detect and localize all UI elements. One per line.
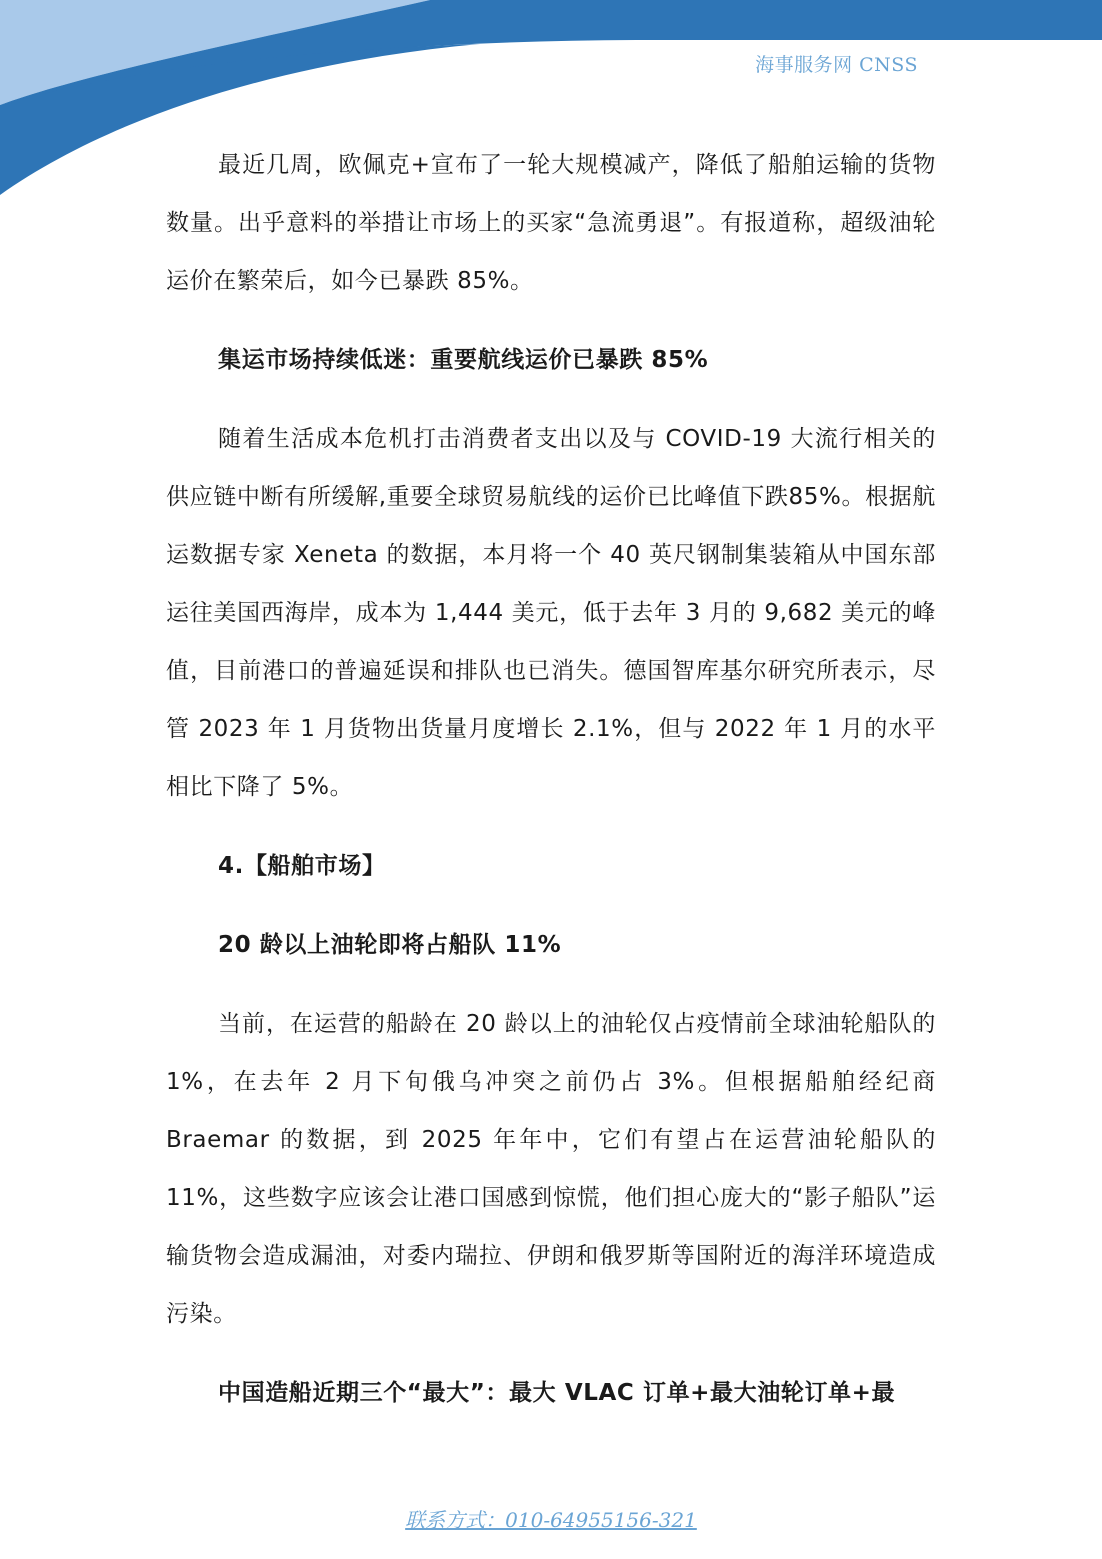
heading-container-market: 集运市场持续低迷：重要航线运价已暴跌 85% [218, 347, 709, 373]
heading-aging-tankers: 20 龄以上油轮即将占船队 11% [218, 932, 562, 958]
document-body [166, 136, 936, 1443]
header-brand-text: 海事服务网 CNSS [755, 54, 918, 76]
paragraph-aging-tankers: 当前，在运营的船龄在 20 龄以上的油轮仅占疫情前全球油轮船队的 1%，在去年 2 月下旬俄乌冲突之前仍占 3%。但根据船舶经纪商 Braemar 的数据，到 2025 年年中，它们有望占在运营油轮船队的 11%，这些数字应该会让港口国感到惊慌，他们担心庞大的“影子船队”运输货物会造成漏油，对委内瑞拉、伊朗和俄罗斯等国附近的海洋环境造成污染。 [166, 1011, 936, 1327]
paragraph-opec-cuts: 最近几周，欧佩克+宣布了一轮大规模减产，降低了船舶运输的货物数量。出乎意料的举措让市场上的买家“急流勇退”。有报道称，超级油轮运价在繁荣后，如今已暴跌 85%。 [166, 152, 936, 294]
heading-china-shipbuilding: 中国造船近期三个“最大”：最大 VLAC 订单+最大油轮订单+最 [218, 1380, 896, 1406]
footer-contact: 联系方式：010-64955156-321 [405, 1508, 697, 1532]
heading-ship-market: 4.【船舶市场】 [218, 853, 386, 879]
paragraph-container-rates: 随着生活成本危机打击消费者支出以及与 COVID-19 大流行相关的供应链中断有所缓解,重要全球贸易航线的运价已比峰值下跌85%。根据航运数据专家 Xeneta 的数据，本月将一个 40 英尺钢制集装箱从中国东部运往美国西海岸，成本为 1,444 美元，低于去年 3 月的 9,682 美元的峰值，目前港口的普遍延误和排队也已消失。德国智库基尔研究所表示，尽管 2023 年 1 月货物出货量月度增长 2.1%，但与 2022 年 1 月的水平相比下降了 5%。 [166, 426, 936, 800]
